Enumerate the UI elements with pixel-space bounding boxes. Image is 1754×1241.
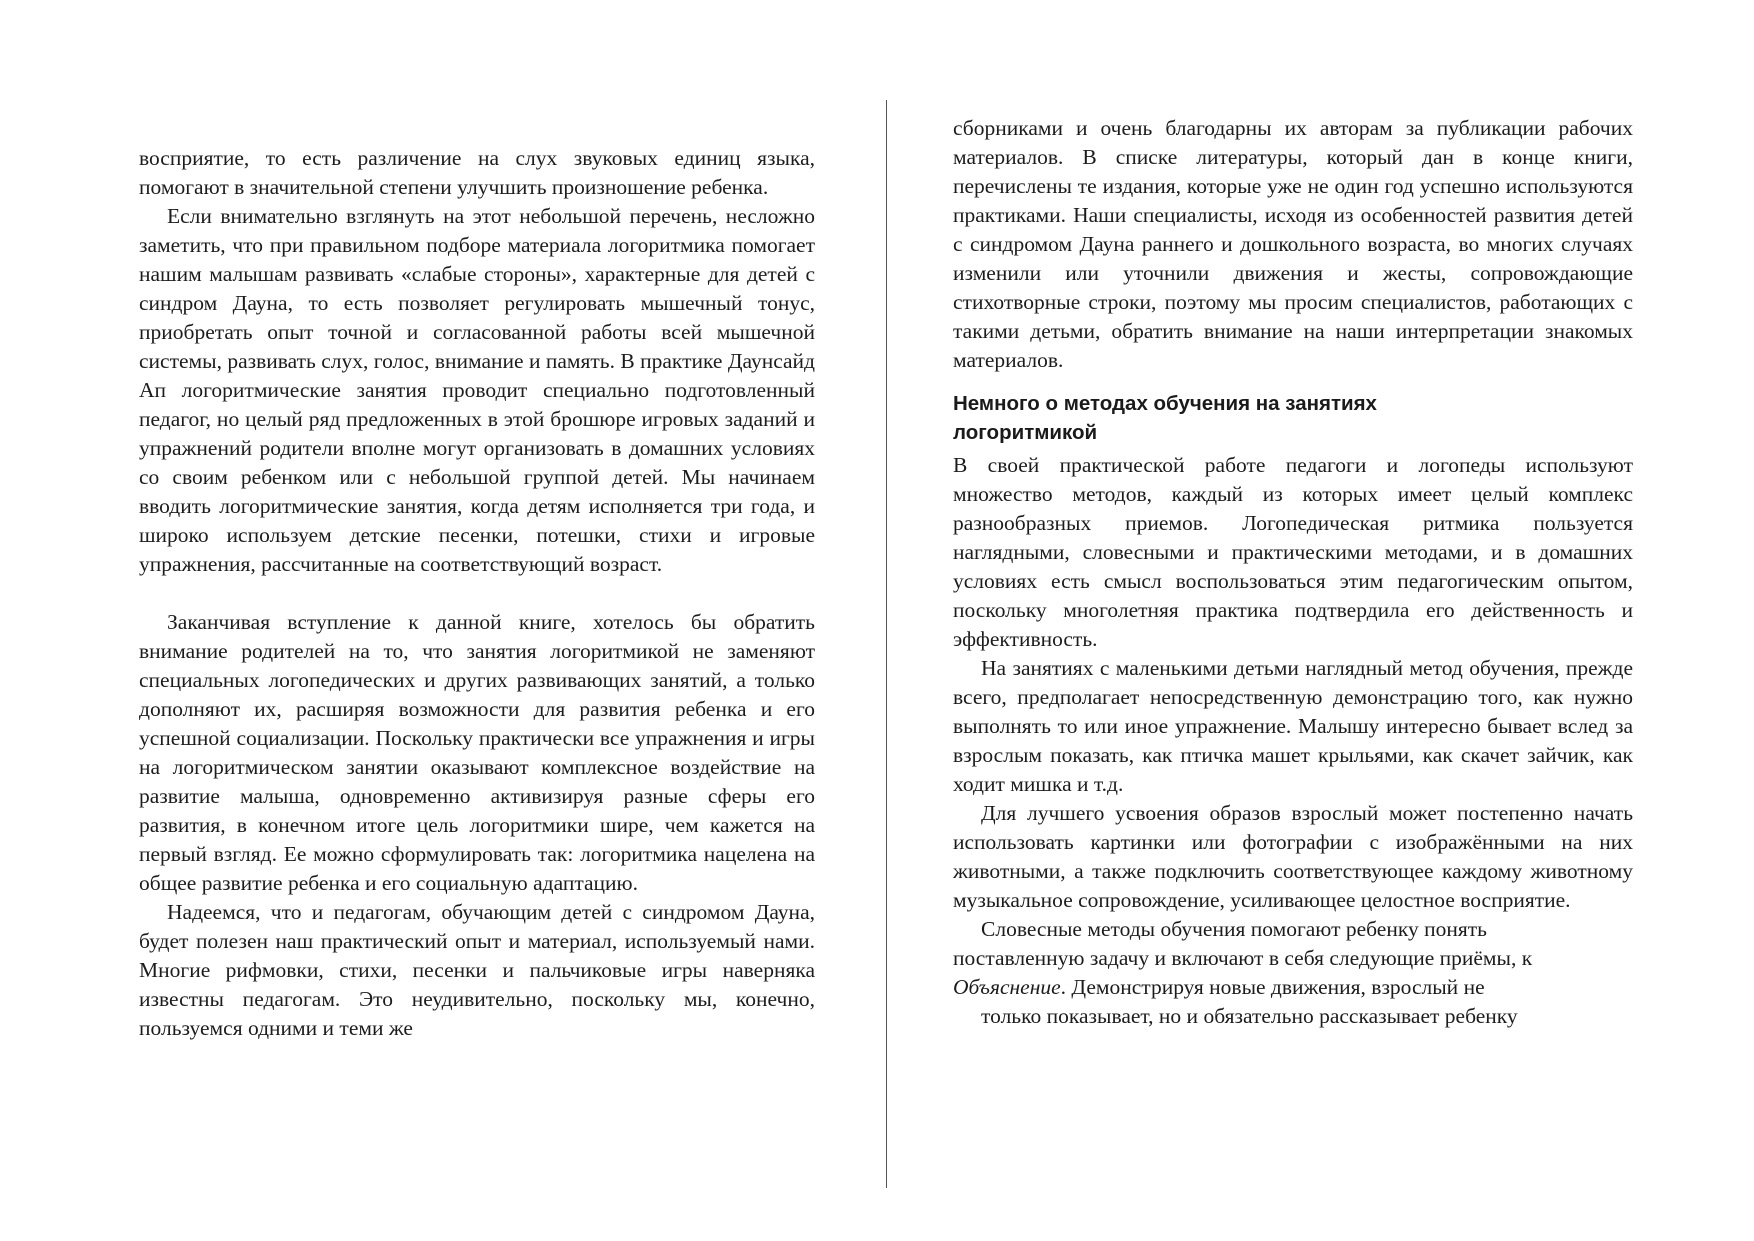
right-paragraph-5: [953, 915, 1633, 1031]
p5-line-3: [953, 973, 1633, 1002]
right-paragraph-1: сборниками и очень благодарны их авторам за публикации рабочих материалов. В списке литературы, который дан в конце книги, перечислены те издания, которые уже не один год успешно используются практиками. Наши специалисты, исходя из особенностей развития детей с синдромом Дауна раннего и дошкольного возраста, во многих случаях изменили или уточнили движения и жесты, сопровождающие стихотворные строки, поэтому мы просим специалистов, работающих с такими детьми, обратить внимание на наши интерпретации знакомых материалов.: [953, 116, 1633, 372]
left-column: [139, 144, 815, 1043]
column-divider: [886, 100, 887, 1188]
right-column: [953, 114, 1633, 1031]
left-paragraph-3: Заканчивая вступление к данной книге, хотелось бы обратить внимание родителей на то, что занятия логоритмикой не заменяют специальных логопедических и других развивающих занятий, а только дополняют их, расширяя возможности для развития ребенка и его успешной социализации. Поскольку практически все упражнения и игры на логоритмическом занятии оказывают комплексное воздействие на развитие малыша, одновременно активизируя разные сферы его развития, в конечном итоге цель логоритмики шире, чем кажется на первый взгляд. Ее можно сформулировать так: логоритмика нацелена на общее развитие ребенка и его социальную адаптацию.: [139, 610, 815, 895]
right-paragraph-4: Для лучшего усвоения образов взрослый может постепенно начать использовать картинки или фотографии с изображёнными на них животными, а также подключить соответствующее каждому животному музыкальное сопровождение, усиливающее целостное восприятие.: [953, 801, 1633, 912]
left-paragraph-4: Надеемся, что и педагогам, обучающим детей с синдромом Дауна, будет полезен наш практический опыт и материал, используемый нами. Многие рифмовки, стихи, песенки и пальчиковые игры наверняка известны педагогам. Это неудивительно, поскольку мы, конечно, пользуемся одними и теми же: [139, 900, 815, 1040]
left-paragraph-2: Если внимательно взглянуть на этот небольшой перечень, несложно заметить, что при правильном подборе материала логоритмика помогает нашим малышам развивать «слабые стороны», характерные для детей с синдром Дауна, то есть позволяет регулировать мышечный тонус, приобретать опыт точной и согласованной работы всей мышечной системы, развивать слух, голос, внимание и память. В практике Даунсайд Ап логоритмические занятия проводит специально подготовленный педагог, но целый ряд предложенных в этой брошюре игровых заданий и упражнений родители вполне могут организовать в домашних условиях со своим ребенком или с небольшой группой детей. Мы начинаем вводить логоритмические занятия, когда детям исполняется три года, и широко используем детские песенки, потешки, стихи и игровые упражнения, рассчитанные на соответствующий возраст.: [139, 204, 815, 576]
paragraph-gap: [139, 579, 815, 608]
right-paragraph-2: В своей практической работе педагоги и логопеды используют множество методов, каждый из которых имеет целый комплекс разнообразных приемов. Логопедическая ритмика пользуется наглядными, словесными и практическими методами, и в домашних условиях есть смысл воспользоваться этим педагогическим опытом, поскольку многолетняя практика подтвердила его действенность и эффективность.: [953, 453, 1633, 651]
italic-term: Объяснение: [953, 975, 1061, 999]
p5-line-3-rest: . Демонстрируя новые движения, взрослый не: [1060, 975, 1485, 999]
section-heading: Немного о методах обучения на занятиях логоритмикой: [953, 392, 1377, 444]
right-paragraph-3: На занятиях с маленькими детьми наглядный метод обучения, прежде всего, предполагает непосредственную демонстрацию того, как нужно выполнять то или иное упражнение. Малышу интересно бывает вслед за взрослым показать, как птичка машет крыльями, как скачет зайчик, как ходит мишка и т.д.: [953, 656, 1633, 796]
left-paragraph-1: восприятие, то есть различение на слух звуковых единиц языка, помогают в значительной степени улучшить произношение ребенка.: [139, 146, 815, 199]
p5-line-2: поставленную задачу и включают в себя следующие приёмы, к: [953, 946, 1533, 970]
p5-line-4: только показывает, но и обязательно рассказывает ребенку: [981, 1004, 1518, 1028]
p5-line-1: Словесные методы обучения помогают ребенку понять: [981, 917, 1487, 941]
